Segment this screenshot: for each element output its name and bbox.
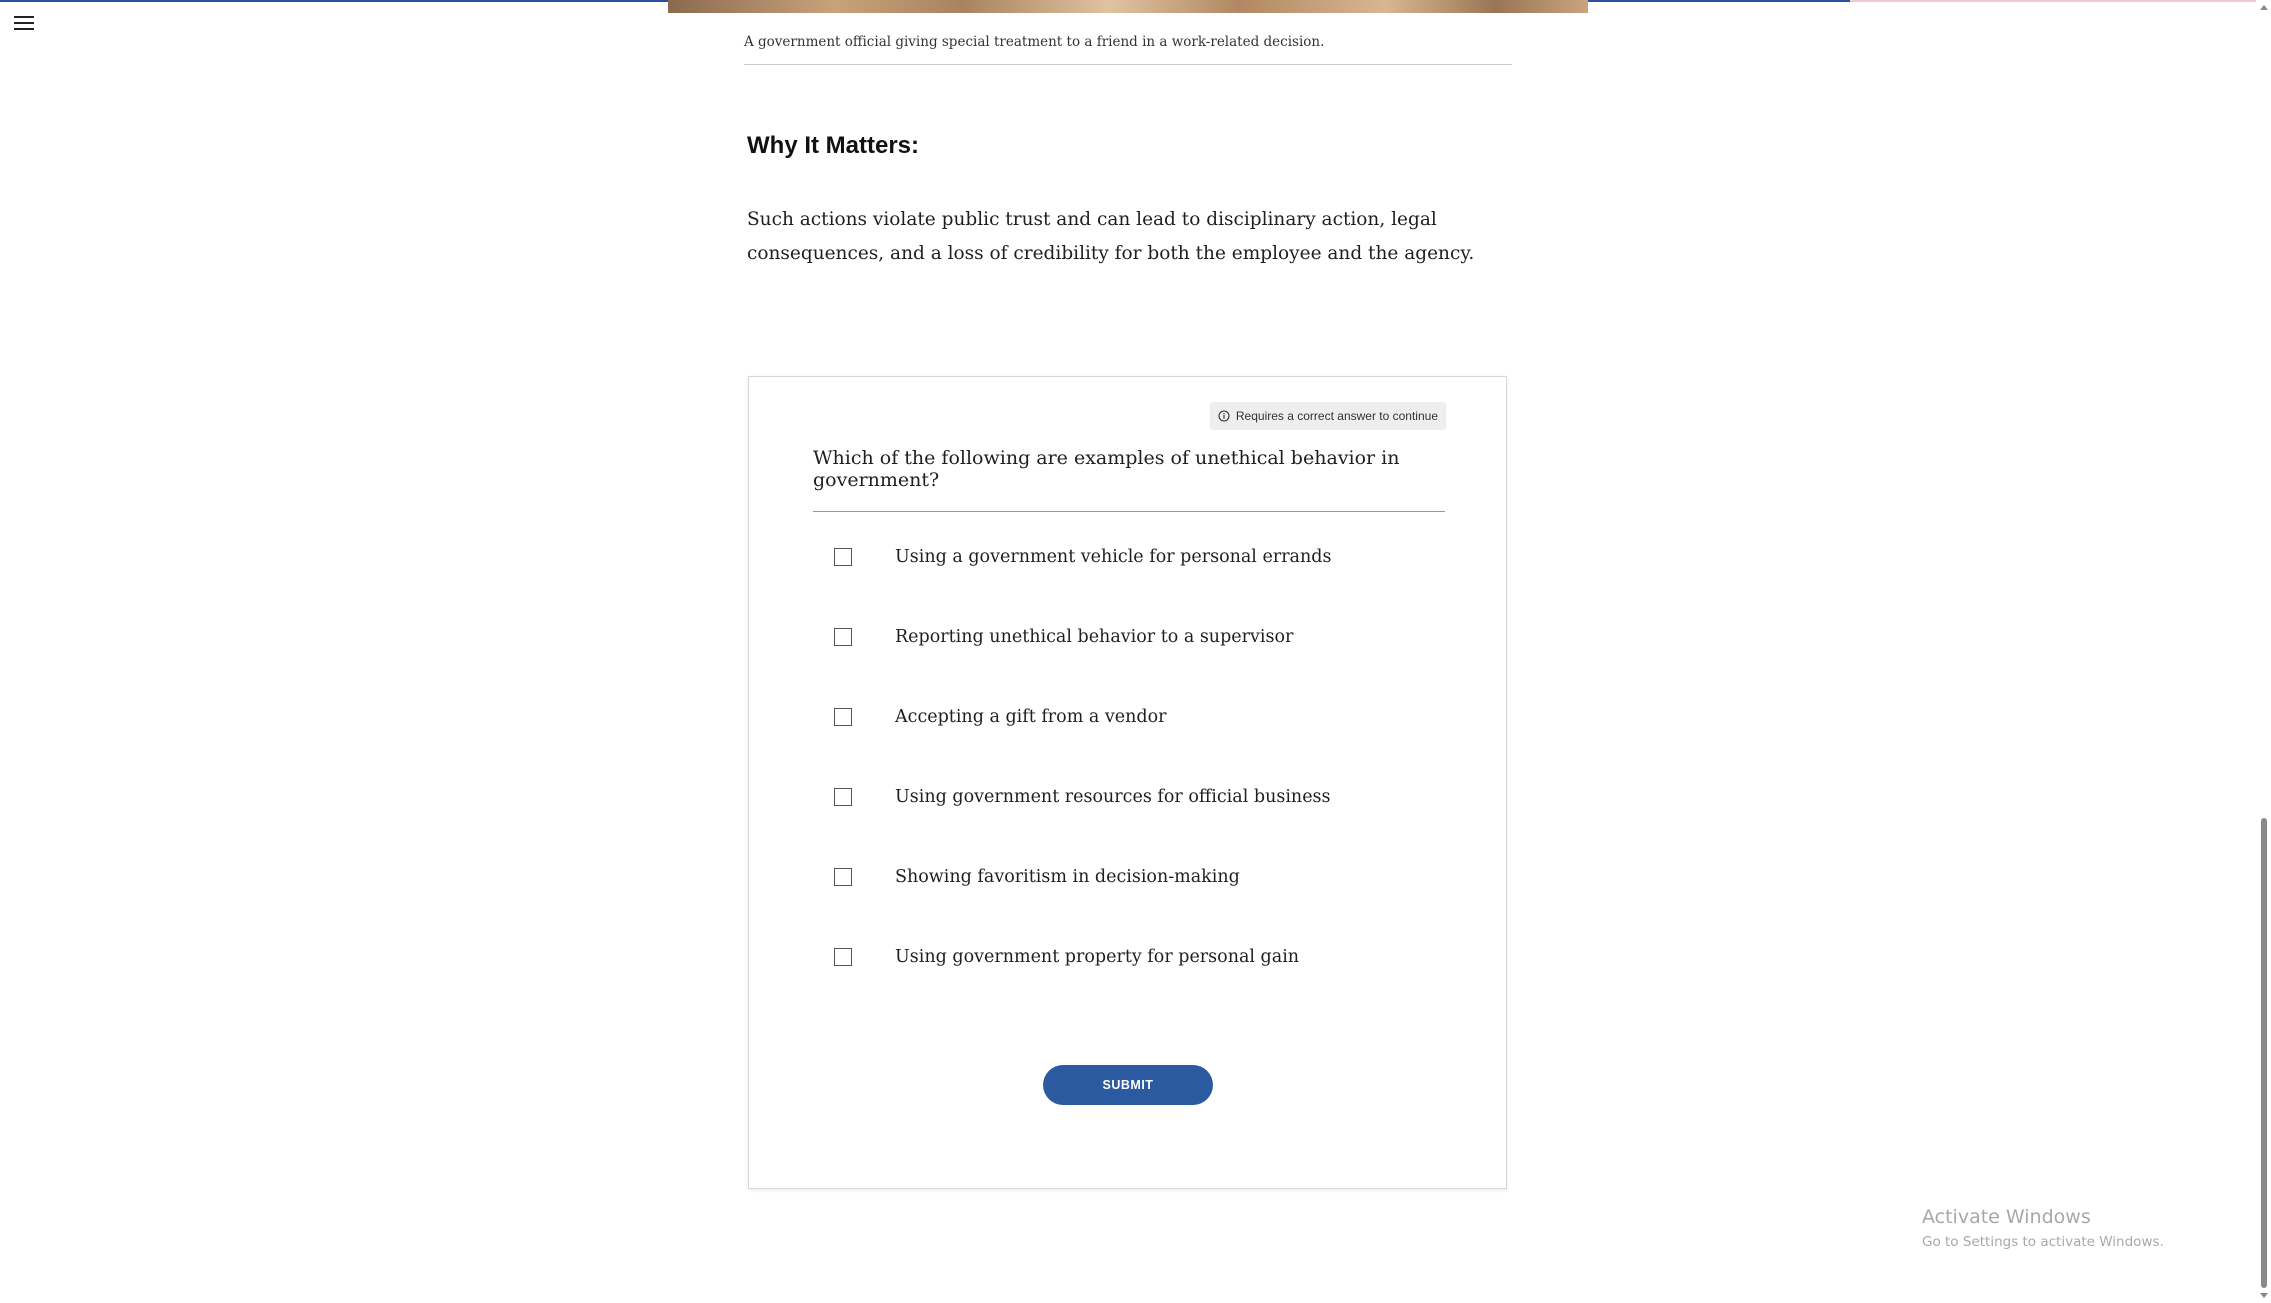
requirement-badge (1210, 402, 1446, 430)
answer-option[interactable] (813, 677, 1445, 757)
section-body: Such actions violate public trust and can lead to disciplinary action, legal consequences, and a loss of credibility for both the employee and the agency. (747, 209, 1475, 264)
requirement-badge-text: Requires a correct answer to continue (1235, 409, 1438, 423)
answer-option[interactable] (813, 597, 1445, 677)
answer-checkbox[interactable] (834, 868, 852, 886)
answer-checkbox[interactable] (834, 628, 852, 646)
answer-option[interactable] (813, 917, 1445, 997)
vertical-scrollbar[interactable] (2256, 0, 2271, 1303)
submit-button[interactable]: SUBMIT (1043, 1065, 1213, 1105)
answer-label[interactable]: Showing favoritism in decision-making (895, 867, 1240, 887)
answer-label[interactable]: Reporting unethical behavior to a supervisor (895, 627, 1294, 647)
quiz-card (748, 376, 1507, 1189)
answer-checkbox[interactable] (834, 708, 852, 726)
answer-options (813, 517, 1445, 997)
hamburger-menu-icon (14, 16, 34, 18)
answer-label[interactable]: Using government property for personal gain (895, 947, 1300, 967)
answer-checkbox[interactable] (834, 788, 852, 806)
image-caption: A government official giving special treatment to a friend in a work-related decision. (744, 34, 1512, 65)
watermark-title: Activate Windows (1922, 1206, 2091, 1228)
hamburger-menu-icon-line (14, 28, 34, 30)
answer-label[interactable]: Accepting a gift from a vendor (895, 707, 1167, 727)
activate-windows-watermark (1922, 1206, 2164, 1250)
answer-label[interactable]: Using government resources for official business (895, 787, 1331, 807)
menu-button[interactable] (12, 12, 38, 34)
scroll-down-arrow-icon[interactable] (2260, 1293, 2268, 1298)
answer-option[interactable] (813, 517, 1445, 597)
answer-option[interactable] (813, 757, 1445, 837)
scrollbar-thumb[interactable] (2261, 818, 2267, 1288)
hamburger-menu-icon-line (14, 22, 34, 24)
answer-checkbox[interactable] (834, 548, 852, 566)
answer-option[interactable] (813, 837, 1445, 917)
watermark-subtitle: Go to Settings to activate Windows. (1922, 1234, 2164, 1250)
quiz-question: Which of the following are examples of unethical behavior in government? (813, 447, 1445, 512)
answer-checkbox[interactable] (834, 948, 852, 966)
hero-image (668, 0, 1588, 13)
scroll-up-arrow-icon[interactable] (2260, 5, 2268, 10)
section-heading: Why It Matters: (747, 132, 920, 159)
info-circle-icon (1218, 410, 1230, 422)
answer-label[interactable]: Using a government vehicle for personal errands (895, 547, 1332, 567)
